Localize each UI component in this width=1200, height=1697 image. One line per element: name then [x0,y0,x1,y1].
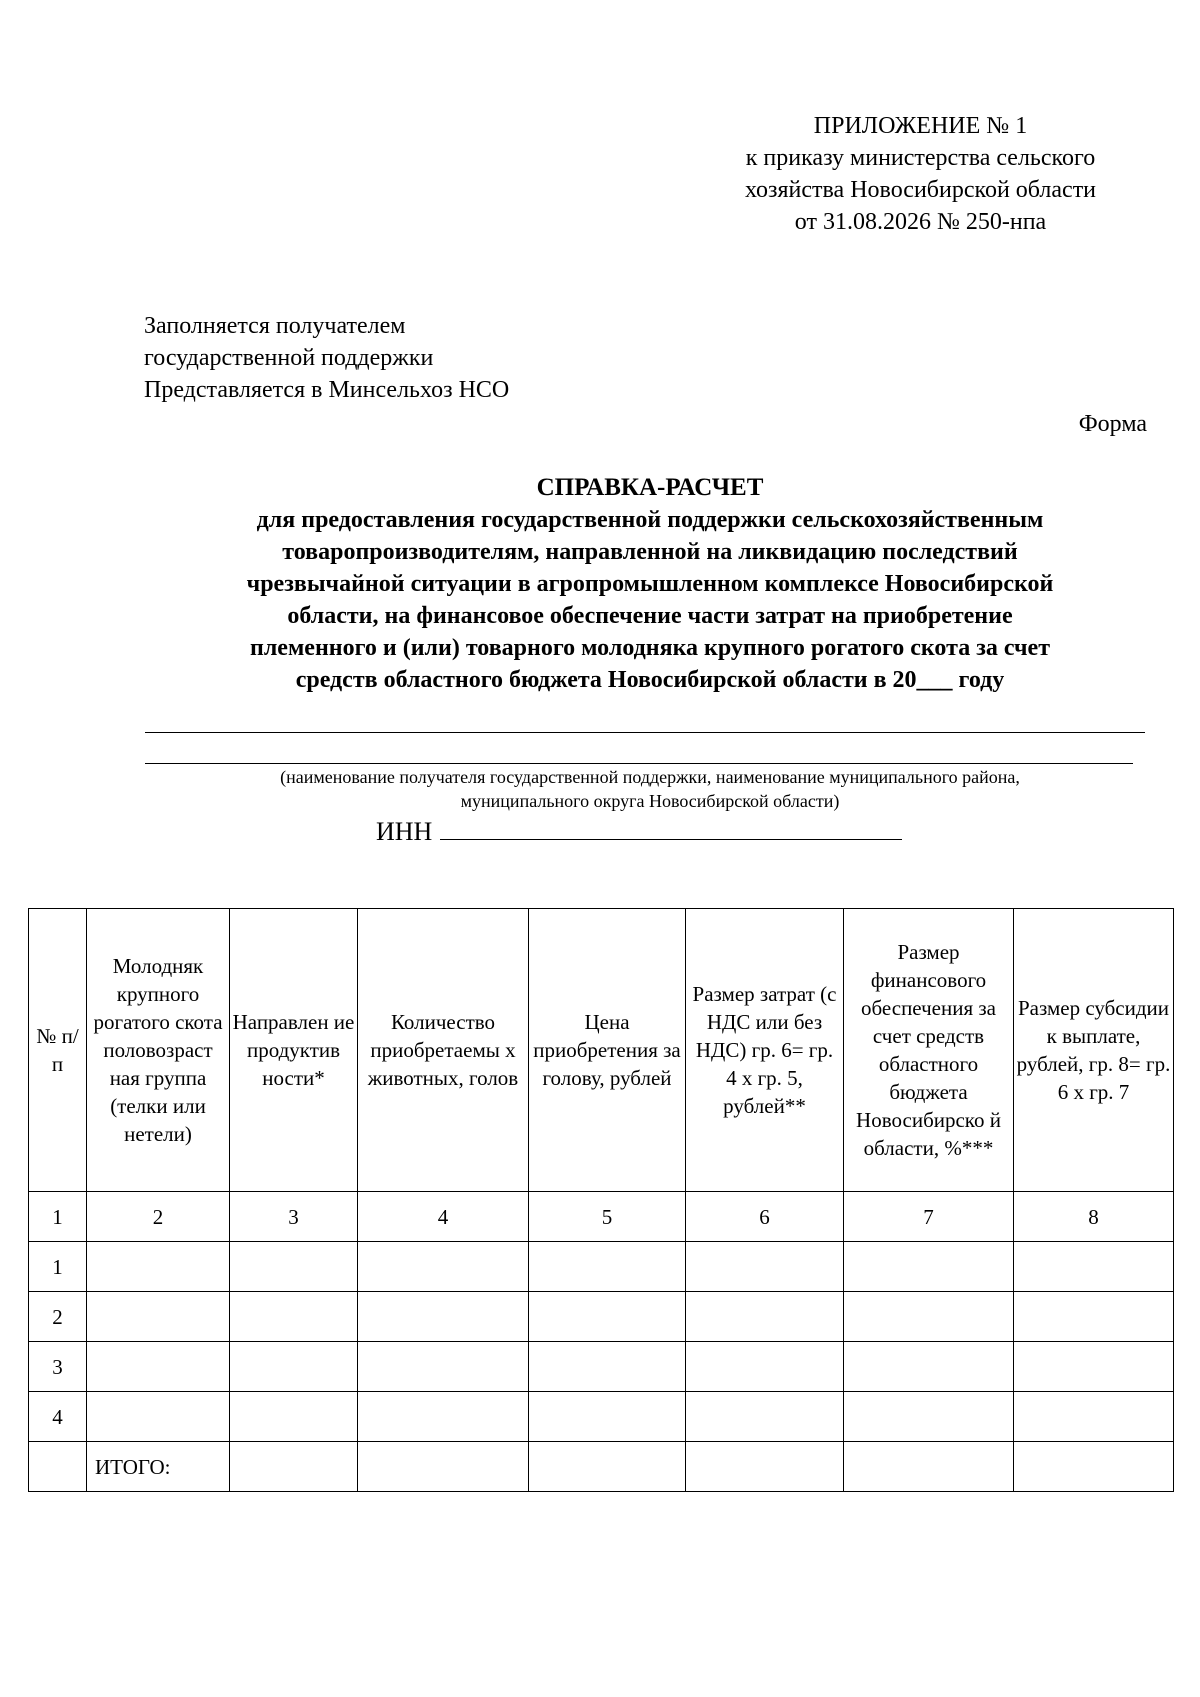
title-line-6: средств областного бюджета Новосибирской области в 20___ году [295,667,1005,693]
table-cell[interactable] [358,1342,529,1392]
appendix-ministry-line: хозяйства Новосибирской области [744,177,1097,203]
title-line-3: чрезвычайной ситуации в агропромышленном комплексе Новосибирской [246,571,1054,597]
table-cell[interactable] [529,1392,686,1442]
recipient-name-line-2[interactable] [145,763,1133,764]
title-main: СПРАВКА-РАСЧЕТ [536,474,764,501]
appendix-order-line: к приказу министерства сельского [745,145,1096,171]
table-cell[interactable] [230,1442,358,1492]
table-cell[interactable] [529,1292,686,1342]
table-header-row [29,909,1174,1192]
filler-note [144,310,509,406]
inn-row [376,813,902,848]
header-costs: Размер затрат (с НДС или без НДС) гр. 6= гр. 4 х гр. 5, рублей** [686,909,844,1192]
column-number: 8 [1014,1192,1174,1242]
table-cell[interactable] [87,1242,230,1292]
table-cell[interactable] [358,1442,529,1492]
table-cell[interactable] [87,1392,230,1442]
column-numbers-row [29,1192,1174,1242]
table-cell[interactable] [87,1342,230,1392]
header-price: Цена приобретения за голову, рублей [529,909,686,1192]
header-quantity: Количество приобретаемы х животных, голов [358,909,529,1192]
appendix-header [708,110,1133,238]
appendix-date-line: от 31.08.2026 № 250-нпа [794,209,1047,235]
column-number: 6 [686,1192,844,1242]
table-cell[interactable] [1014,1342,1174,1392]
table-cell[interactable] [686,1342,844,1392]
row-number: 4 [29,1392,87,1442]
form-label: Форма [1078,411,1147,437]
header-funding-share: Размер финансового обеспечения за счет средств областного бюджета Новосибирско й области, %*** [844,909,1014,1192]
title-line-1: для предоставления государственной поддержки сельскохозяйственным [256,507,1044,533]
column-number: 1 [29,1192,87,1242]
table-cell[interactable] [1014,1392,1174,1442]
table-cell[interactable] [230,1242,358,1292]
table-cell[interactable] [1014,1242,1174,1292]
recipient-name-line-1[interactable] [145,732,1145,733]
table-cell[interactable] [844,1242,1014,1292]
caption-line-2: муниципального округа Новосибирской области) [460,791,840,811]
table-row [29,1242,1174,1292]
table-cell[interactable] [1014,1442,1174,1492]
title-line-5: племенного и (или) товарного молодняка крупного рогатого скота за счет [250,635,1050,661]
table-cell[interactable] [230,1342,358,1392]
filler-line-3: Представляется в Минсельхоз НСО [144,377,510,403]
header-number: № п/п [29,909,87,1192]
table-cell[interactable] [844,1442,1014,1492]
table-cell[interactable] [1014,1292,1174,1342]
table-cell[interactable] [87,1292,230,1342]
inn-label: ИНН [376,817,433,846]
table-row [29,1292,1174,1342]
filler-line-1: Заполняется получателем [144,313,406,339]
table-cell[interactable] [230,1392,358,1442]
row-number: 2 [29,1292,87,1342]
table-cell[interactable] [358,1392,529,1442]
table-cell[interactable] [686,1242,844,1292]
table-cell[interactable] [844,1392,1014,1442]
table-cell[interactable] [529,1342,686,1392]
table-cell[interactable] [358,1242,529,1292]
row-number: 3 [29,1342,87,1392]
column-number: 2 [87,1192,230,1242]
title-line-2: товаропроизводителям, направленной на ликвидацию последствий [282,539,1018,565]
table-row [29,1342,1174,1392]
column-number: 4 [358,1192,529,1242]
table-cell[interactable] [844,1292,1014,1342]
table-cell[interactable] [686,1392,844,1442]
column-number: 3 [230,1192,358,1242]
header-cattle-group: Молодняк крупного рогатого скота половозраст ная группа (телки или нетели) [87,909,230,1192]
total-row [29,1442,1174,1492]
inn-field[interactable] [440,813,902,840]
document-title [120,472,1180,696]
table-cell[interactable] [230,1292,358,1342]
table-cell [29,1442,87,1492]
table-cell[interactable] [686,1442,844,1492]
table-cell[interactable] [358,1292,529,1342]
table-cell[interactable] [686,1292,844,1342]
appendix-title: ПРИЛОЖЕНИЕ № 1 [813,113,1028,139]
title-line-4: области, на финансовое обеспечение части затрат на приобретение [287,603,1013,629]
table-row [29,1392,1174,1442]
filler-line-2: государственной поддержки [144,345,434,371]
header-subsidy: Размер субсидии к выплате, рублей, гр. 8= гр. 6 х гр. 7 [1014,909,1174,1192]
table-cell[interactable] [844,1342,1014,1392]
table-cell[interactable] [529,1442,686,1492]
column-number: 7 [844,1192,1014,1242]
table-cell[interactable] [529,1242,686,1292]
calculation-table [28,908,1174,1492]
total-label: ИТОГО: [87,1442,230,1492]
header-productivity: Направлен ие продуктив ности* [230,909,358,1192]
row-number: 1 [29,1242,87,1292]
caption-line-1: (наименование получателя государственной поддержки, наименование муниципального района, [280,767,1020,787]
column-number: 5 [529,1192,686,1242]
recipient-caption [120,765,1180,813]
